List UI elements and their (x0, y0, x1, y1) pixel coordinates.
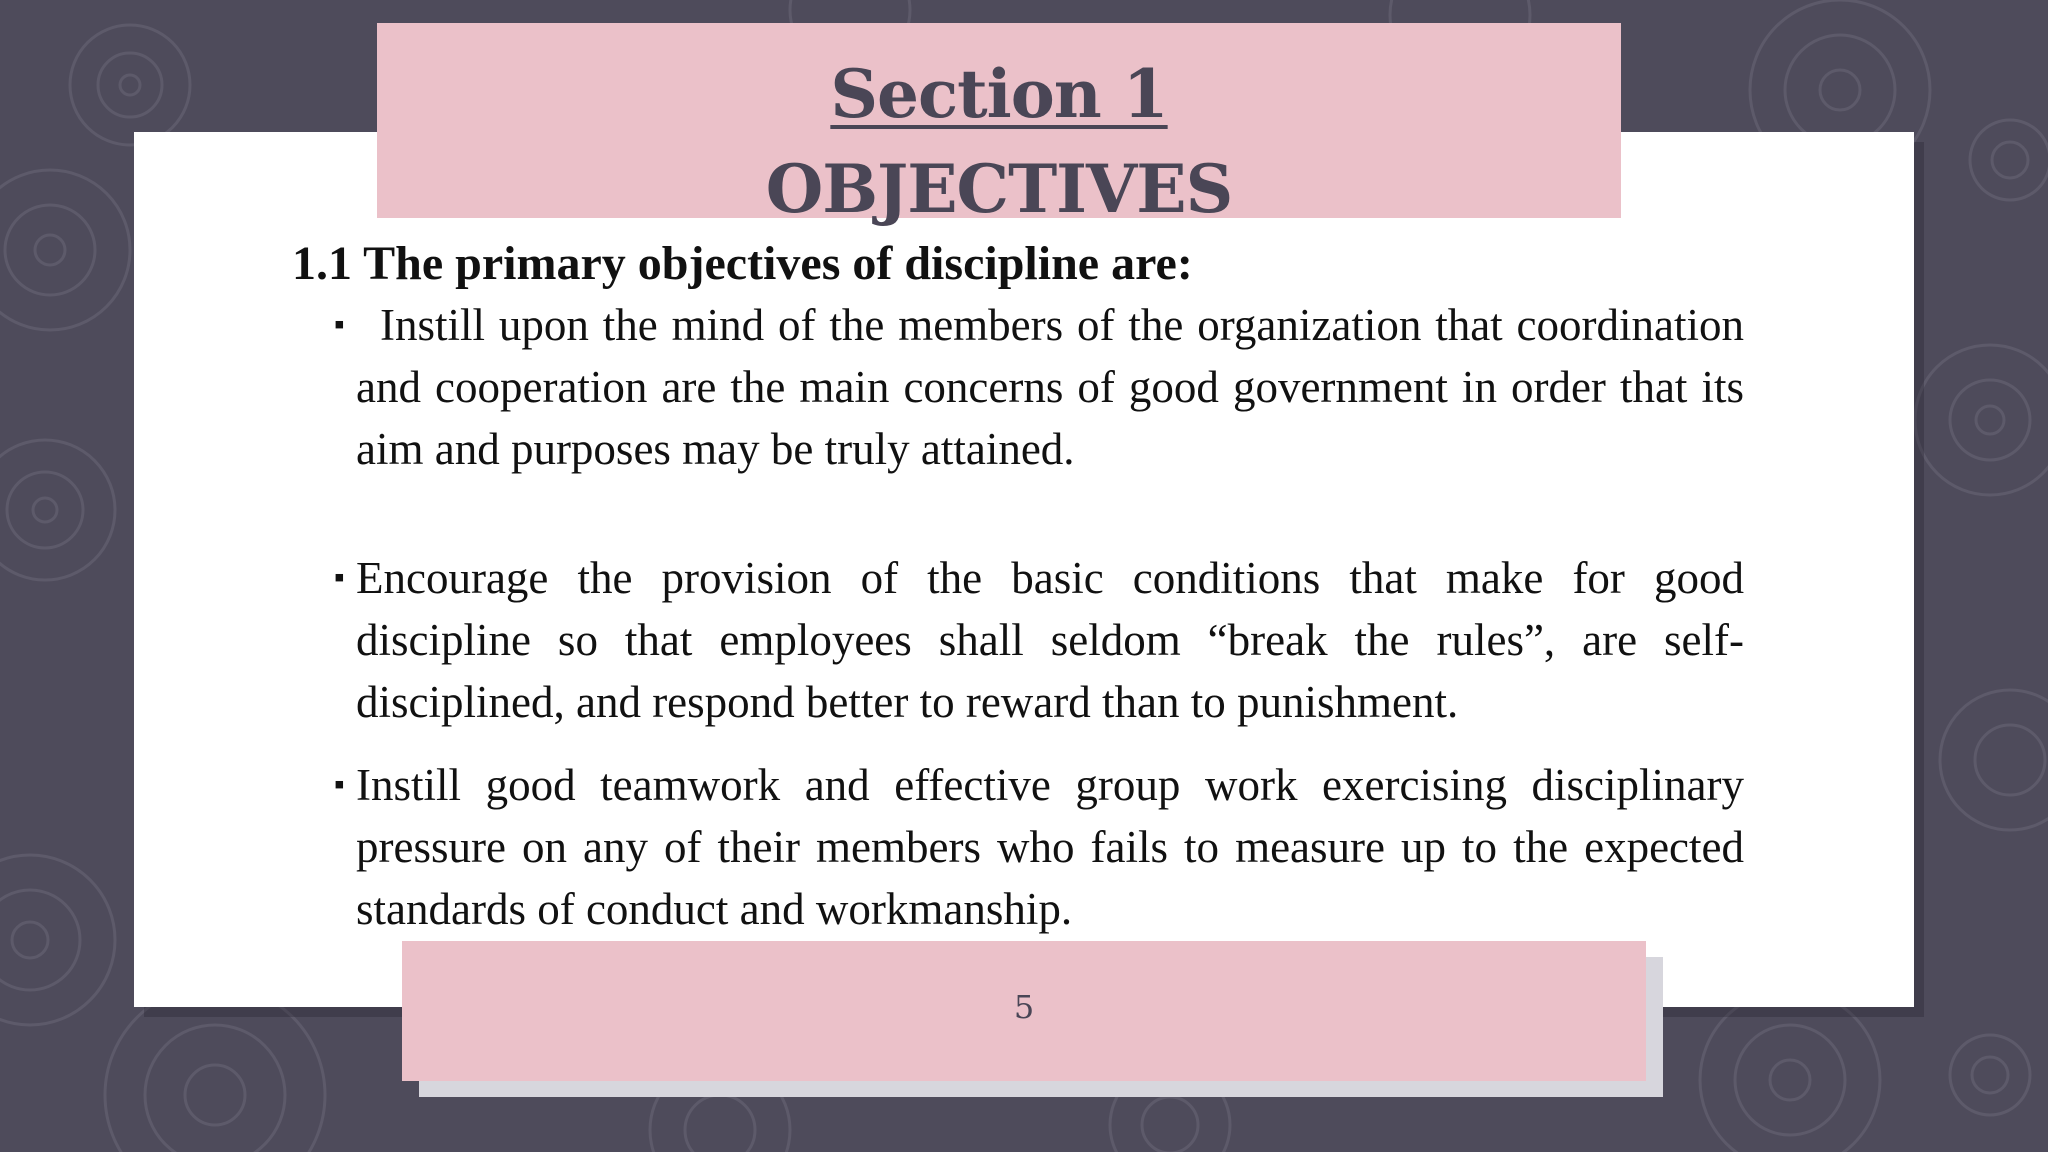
objectives-subheading: 1.1 The primary objectives of discipline are: (292, 237, 1193, 290)
bullet-text: Instill good teamwork and effective group work exercising disciplinary pressure on any of their members who fails to measure up to the expected standards of conduct and workmanship. (356, 760, 1744, 934)
bullet-marker: ▪ (334, 561, 345, 594)
page-number: 5 (1013, 988, 1035, 1026)
bullet-text: Instill upon the mind of the members of the organization that coordination and cooperation are the main concerns of good government in order that its aim and purposes may be truly attained. (356, 300, 1744, 474)
section-title: Section 1 (830, 55, 1168, 133)
objectives-title: OBJECTIVES (765, 150, 1233, 228)
bullet-marker: ▪ (334, 768, 345, 801)
footer-banner (402, 941, 1646, 1081)
bullet-text: Encourage the provision of the basic conditions that make for good discipline so that employees shall seldom “break the rules”, are self-disciplined, and respond better to reward than to punishment. (356, 553, 1744, 727)
bullet-marker: ▪ (334, 308, 345, 341)
objective-bullet-2 (334, 547, 1744, 733)
objective-bullet-1 (334, 294, 1744, 480)
objective-bullet-3 (334, 754, 1744, 940)
